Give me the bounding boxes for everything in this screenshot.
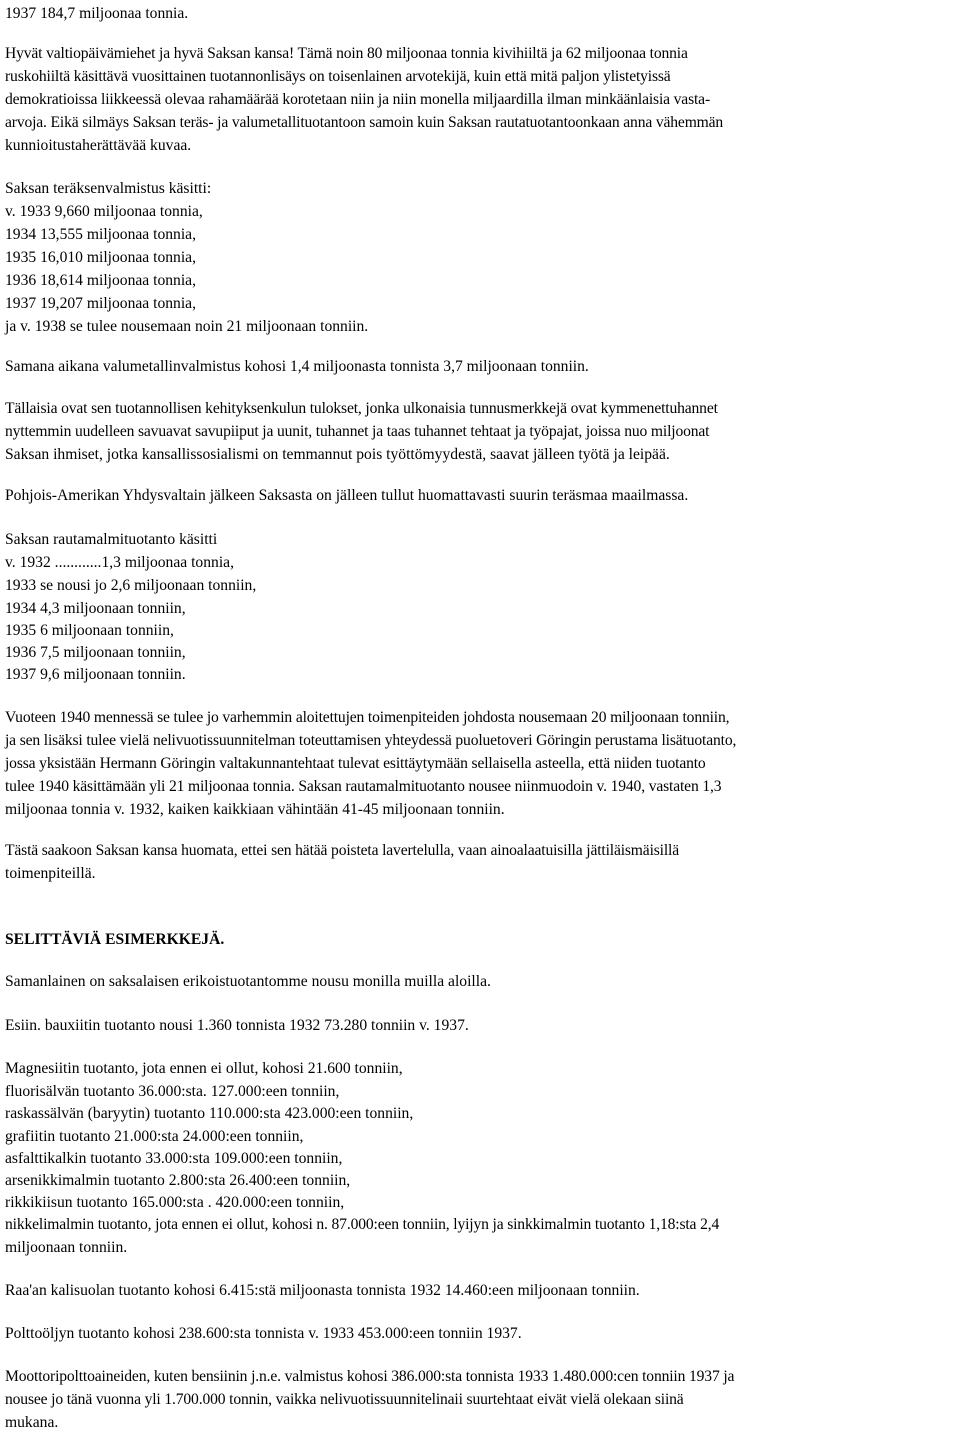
text-line: 1937 19,207 miljoonaa tonnia, (5, 295, 197, 312)
text-line: Saksan teräksenvalmistus käsitti: (5, 180, 212, 197)
text-line: arvoja. Eikä silmäys Saksan teräs- ja valumetallituotantoon samoin kuin Saksan rautatuotantoonkaan anna vähemmän (5, 114, 724, 131)
text-line: miljoonaa tonnia v. 1932, kaiken kaikkiaan vähintään 41-45 miljoonaan tonniin. (5, 801, 505, 818)
text-line: ja sen lisäksi tulee vielä nelivuotissuunnitelman toteuttamisen yhteydessä puoluetoveri Göringin perustama lisätuotanto, (5, 732, 737, 749)
text-line: arsenikkimalmin tuotanto 2.800:sta 26.400:een tonniin, (5, 1172, 351, 1189)
text-line: 1936 18,614 miljoonaa tonnia, (5, 272, 197, 289)
text-line: 1933 se nousi jo 2,6 miljoonaan tonniin, (5, 577, 257, 594)
text-line: Pohjois-Amerikan Yhdysvaltain jälkeen Saksasta on jälleen tullut huomattavasti suurin teräsmaa maailmassa. (5, 487, 689, 504)
text-line: fluorisälvän tuotanto 36.000:sta. 127.000:een tonniin, (5, 1083, 340, 1100)
text-line: miljoonaan tonniin. (5, 1239, 128, 1256)
text-line: v. 1933 9,660 miljoonaa tonnia, (5, 203, 203, 220)
text-line: nyttemmin uudelleen savuavat savupiiput ja uunit, tuhannet ja taas tuhannet tehtaat ja työpajat, joissa nuo miljoonat (5, 423, 710, 440)
text-line: ruskohiiltä käsittävä vuosittainen tuotannonlisäys on toisenlainen arvotekijä, kuin että mitä paljon ylistetyissä (5, 68, 671, 85)
text-line: Magnesiitin tuotanto, jota ennen ei ollut, kohosi 21.600 tonniin, (5, 1060, 403, 1077)
text-line: Samana aikana valumetallinvalmistus kohosi 1,4 miljoonasta tonnista 3,7 miljoonaan tonniin. (5, 358, 589, 375)
text-line: 1937 184,7 miljoonaa tonnia. (5, 5, 189, 22)
text-line: raskassälvän (baryytin) tuotanto 110.000:sta 423.000:een tonniin, (5, 1105, 414, 1122)
text-line: nousee jo tänä vuonna yli 1.700.000 tonnin, vaikka nelivuotissuunnitelinaii suurtehtaat eivät vielä olekaan siinä (5, 1391, 684, 1408)
text-line: toimenpiteillä. (5, 865, 96, 882)
text-line: Samanlainen on saksalaisen erikoistuotantomme nousu monilla muilla aloilla. (5, 973, 491, 990)
text-line: jossa yksistään Hermann Göringin valtakunnantehtaat tulevat esittäytymään sellaisella asteella, että niiden tuotanto (5, 755, 706, 772)
text-line: demokratioissa liikkeessä olevaa rahamäärää korotetaan niin ja niin monella miljaardilla ilman minkäänlaisia vasta- (5, 91, 710, 108)
text-line: 1935 16,010 miljoonaa tonnia, (5, 249, 197, 266)
text-line: Saksan rautamalmituotanto käsitti (5, 531, 218, 548)
text-line: Esiin. bauxiitin tuotanto nousi 1.360 tonnista 1932 73.280 tonniin v. 1937. (5, 1017, 469, 1034)
text-line: Tällaisia ovat sen tuotannollisen kehityksenkulun tulokset, jonka ulkonaisia tunnusmerkkejä ovat kymmenettuhannet (5, 400, 718, 417)
text-line: asfalttikalkin tuotanto 33.000:sta 109.000:een tonniin, (5, 1150, 343, 1167)
text-line: 1935 6 miljoonaan tonniin, (5, 622, 174, 639)
text-line: Tästä saakoon Saksan kansa huomata, ettei sen hätää poisteta lavertelulla, vaan ainoalaatuisilla jättiläismäisillä (5, 842, 679, 859)
text-line: Hyvät valtiopäivämiehet ja hyvä Saksan kansa! Tämä noin 80 miljoonaa tonnia kivihiiltä ja 62 miljoonaa tonnia (5, 45, 688, 62)
text-line: 1934 4,3 miljoonaan tonniin, (5, 600, 186, 617)
text-line: ja v. 1938 se tulee nousemaan noin 21 miljoonaan tonniin. (5, 318, 369, 335)
text-line: mukana. (5, 1414, 59, 1430)
text-line: 1937 9,6 miljoonaan tonniin. (5, 666, 186, 683)
text-line: 1934 13,555 miljoonaa tonnia, (5, 226, 197, 243)
text-line: Polttoöljyn tuotanto kohosi 238.600:sta tonnista v. 1933 453.000:een tonniin 1937. (5, 1325, 522, 1342)
text-line: Raa'an kalisuolan tuotanto kohosi 6.415:stä miljoonasta tonnista 1932 14.460:een miljoonaan tonniin. (5, 1282, 640, 1299)
text-line: 1936 7,5 miljoonaan tonniin, (5, 644, 186, 661)
text-line: tulee 1940 käsittämään yli 21 miljoonaa tonnia. Saksan rautamalmituotanto nousee niinmuodoin v. 1940, vastaten 1,3 (5, 778, 722, 795)
text-line: nikkelimalmin tuotanto, jota ennen ei ollut, kohosi n. 87.000:een tonniin, lyijyn ja sinkkimalmin tuotanto 1,18:sta 2,4 (5, 1216, 720, 1233)
text-line: Moottoripolttoaineiden, kuten bensiinin j.n.e. valmistus kohosi 386.000:sta tonnista 1933 1.480.000:cen tonniin 1937 ja (5, 1368, 735, 1385)
text-line: Saksan ihmiset, jotka kansallissosialismi on temmannut pois työttömyydestä, saavat jälleen työtä ja leipää. (5, 446, 670, 463)
text-line: Vuoteen 1940 mennessä se tulee jo varhemmin aloitettujen toimenpiteiden johdosta nousemaan 20 miljoonaan tonniin, (5, 709, 730, 726)
text-line: v. 1932 ............1,3 miljoonaa tonnia, (5, 554, 234, 571)
section-heading: SELITTÄVIÄ ESIMERKKEJÄ. (5, 931, 225, 948)
text-line: grafiitin tuotanto 21.000:sta 24.000:een tonniin, (5, 1128, 304, 1145)
text-line: kunnioitustaherättävää kuvaa. (5, 137, 192, 154)
text-line: rikkikiisun tuotanto 165.000:sta . 420.000:een tonniin, (5, 1194, 345, 1211)
